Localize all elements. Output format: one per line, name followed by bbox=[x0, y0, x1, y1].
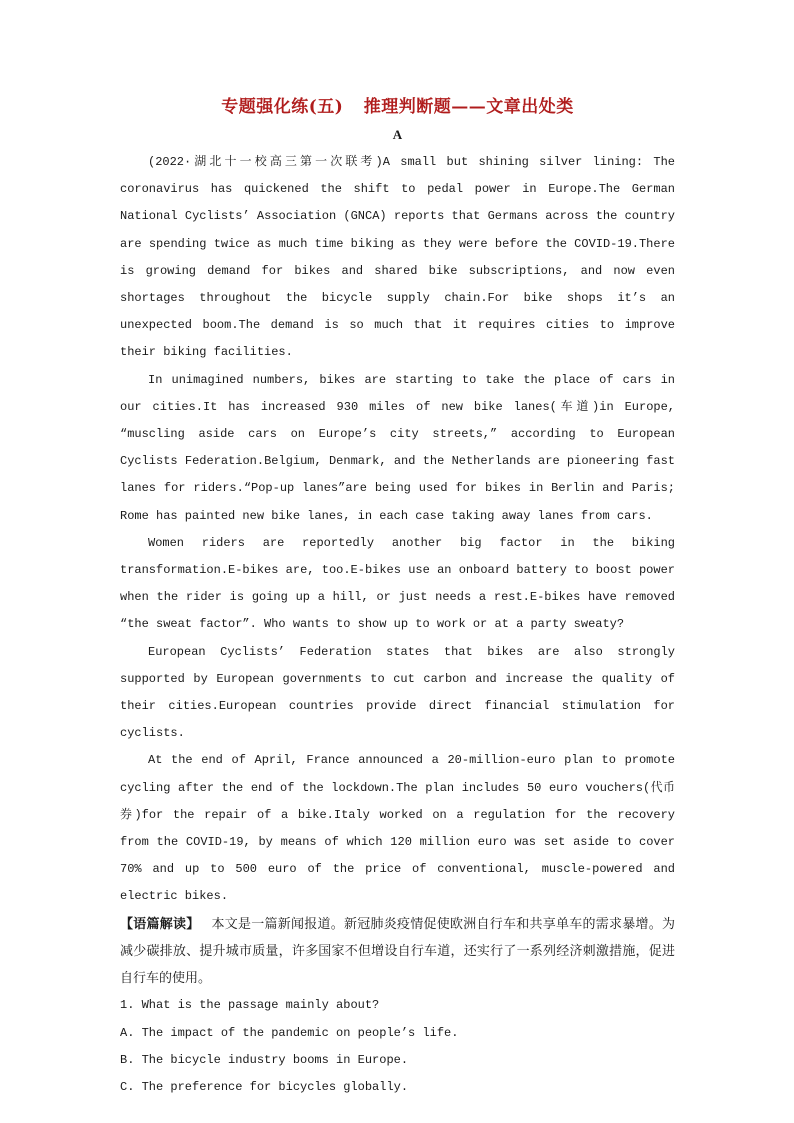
passage-analysis bbox=[120, 911, 675, 993]
option-c: C. The preference for bicycles globally. bbox=[120, 1079, 409, 1094]
document-page bbox=[120, 92, 675, 1101]
question-1: 1. What is the passage mainly about? bbox=[120, 998, 380, 1013]
section-label: A bbox=[392, 127, 403, 142]
passage-paragraph-3: Women riders are reportedly another big factor in the biking transformation.E-bikes are, too.E-bikes use an onboard battery to boost power when the rider is going up a hill, or just needs a rest.E-bikes have removed “the sweat factor”. Who wants to show up to work or at a party sweaty? bbox=[120, 535, 675, 632]
passage-paragraph-4: European Cyclists’ Federation states that bikes are also strongly supported by European governments to cut carbon and increase the quality of their cities.European countries provide direct financial stimulation for cyclists. bbox=[120, 644, 675, 741]
passage-paragraph-5: At the end of April, France announced a 20-million-euro plan to promote cycling after the end of the lockdown.The plan includes 50 euro vouchers(代币券)for the repair of a bike.Italy worked on a regulation for the recovery from the COVID-19, by means of which 120 million euro was set aside to cover 70% and up to 500 euro of the price of conventional, muscle-powered and electric bikes. bbox=[120, 753, 675, 904]
analysis-tag: 【语篇解读】 bbox=[120, 916, 200, 932]
passage-paragraph-2: In unimagined numbers, bikes are starting to take the place of cars in our cities.It has increased 930 miles of new bike lanes(车道)in Europe, “muscling aside cars on Europe’s city streets,” according to European Cyclists Federation.Belgium, Denmark, and the Netherlands are pioneering fast lanes for riders.“Pop-up lanes”are being used for bikes in Berlin and Paris; Rome has painted new bike lanes, in each case taking away lanes from cars. bbox=[120, 372, 675, 523]
page-title: 专题强化练(五) 推理判断题——文章出处类 bbox=[221, 97, 574, 117]
passage-paragraph-1: (2022·湖北十一校高三第一次联考)A small but shining silver lining: The coronavirus has quickened the shift to pedal power in Europe.The German National Cyclists’ Association (GNCA) reports that Germans across the country are spending twice as much time biking as they were before the COVID-19.There is growing demand for bikes and shared bike subscriptions, and now even shortages throughout the bicycle supply chain.For bike shops it’s an unexpected boom.The demand is so much that it requires cities to improve their biking facilities. bbox=[120, 155, 675, 360]
option-a: A. The impact of the pandemic on people’s life. bbox=[120, 1025, 459, 1040]
analysis-text: 本文是一篇新闻报道。新冠肺炎疫情促使欧洲自行车和共享单车的需求暴增。为减少碳排放、提升城市质量，许多国家不但增设自行车道，还实行了一系列经济刺激措施，促进自行车的使用。 bbox=[120, 916, 675, 987]
option-b: B. The bicycle industry booms in Europe. bbox=[120, 1052, 409, 1067]
